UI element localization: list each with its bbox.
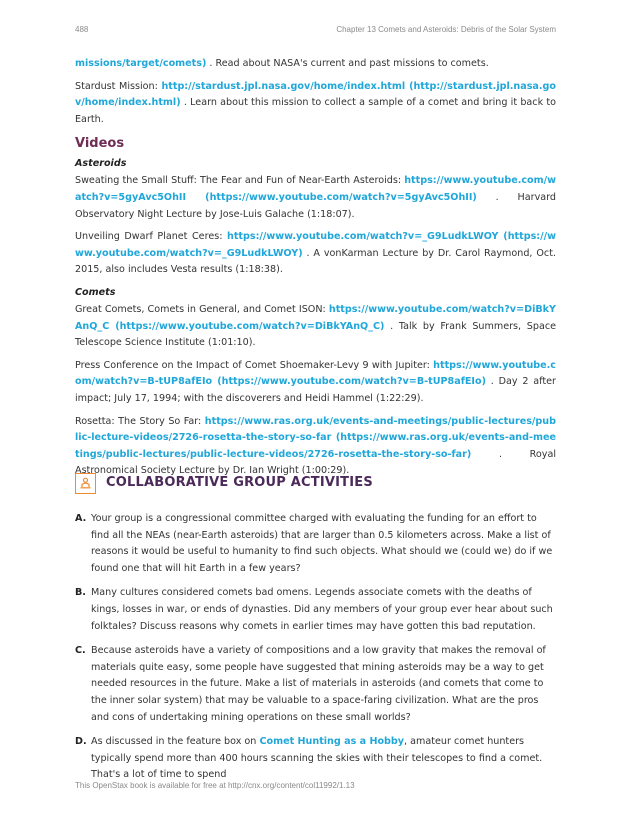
activity-text: As discussed in the feature box on Comet Hunting as a Hobby, amateur comet hunters typically spend more than 400 hours scanning the skies with their telescopes to find a comet. That's a lot of time to spend [91,736,543,781]
asteroids-subheading: Asteroids [75,158,127,170]
comets-subheading: Comets [75,286,116,298]
video-item: Sweating the Small Stuff: The Fear and Fun of Near-Earth Asteroids: https://www.youtube.com/watch?v=5gyAvc5OhII (https://www.youtube.com/watch?v=5gyAvc5OhII) . Harvard Observatory Night Lecture by Jose-Luis Galache (1:18:07). [75,175,557,220]
nasa-comets-link[interactable]: missions/target/comets) [75,58,207,69]
activity-letter: C. [75,645,86,657]
video-item: Press Conference on the Impact of Comet Shoemaker-Levy 9 with Jupiter: https://www.youtube.com/watch?v=B-tUP8afEIo (https://www.youtube.com/watch?v=B-tUP8afEIo) . Day 2 after impact; July 17, 1994; with the discoverers and Heidi Hammel (1:22:29). [75,359,556,404]
video-link[interactable]: https://www.youtube.com/watch?v=DiBkYAnQ_C (https://www.youtube.com/watch?v=DiBkYAnQ_C) [75,303,556,332]
collaborative-group-header [75,472,556,498]
page-number: 488 [75,25,89,34]
continuation-paragraph: missions/target/comets) . Read about NASA's current and past missions to comets. [75,58,489,69]
activity-letter: B. [75,587,86,599]
activity-item [75,511,556,577]
activity-item [75,585,556,635]
activity-text: Many cultures considered comets bad omens. Legends associate comets with the deaths of kings, losses in war, or ends of dynasties. Did any members of your group ever hear about such folktales? Discuss reasons why comets in earlier times may have gotten this bad reputation. [91,587,553,632]
activity-text: Your group is a congressional committee charged with evaluating the funding for an effort to find all the NEAs (near-Earth asteroids) that are larger than 0.5 kilometers across. Make a list of reasons it would be useful to humanity to find such objects. What should we (could we) do if we found one that will hit Earth in a few years? [91,513,553,574]
videos-heading: Videos [75,136,125,152]
group-activity-icon [75,473,96,494]
video-item: Rosetta: The Story So Far: https://www.ras.org.uk/events-and-meetings/public-lectures/public-lecture-videos/2726-rosetta-the-story-so-far (https://www.ras.org.uk/events-and-meetings/public-lectures/public-lecture-videos/2726-rosetta-the-story-so-far) . Royal Astronomical Society Lecture by Dr. Ian Wright (1:00:29). [75,415,556,477]
activity-letter: A. [75,513,87,524]
activity-list [75,511,556,792]
activity-text: Because asteroids have a variety of compositions and a low gravity that makes the removal of materials quite easy, some people have suggested that mining asteroids may be a way to get needed resources in the future. Make a list of materials in asteroids (and comets that come to the inner solar system) that may be valuable to a space-faring civilization. What are the pros and cons of undertaking mining operations on these small worlds? [91,645,546,723]
activity-item [75,643,556,726]
collaborative-group-title: COLLABORATIVE GROUP ACTIVITIES [106,475,373,490]
video-link[interactable]: https://www.youtube.com/watch?v=5gyAvc5OhII (https://www.youtube.com/watch?v=5gyAvc5OhII) [75,175,556,203]
video-link[interactable]: https://www.youtube.com/watch?v=_G9LudkLWOY (https://www.youtube.com/watch?v=_G9LudkLWOY) [75,231,556,259]
stardust-paragraph: Stardust Mission: http://stardust.jpl.nasa.gov/home/index.html (http://stardust.jpl.nasa.gov/home/index.html) . Learn about this mission to collect a sample of a comet and bring it back to Earth. [75,80,556,125]
footer-note: This OpenStax book is available for free at http://cnx.org/content/col11992/1.13 [75,781,355,790]
activity-letter: D. [75,736,87,748]
video-link[interactable]: https://www.ras.org.uk/events-and-meetings/public-lectures/public-lecture-videos/2726-rosetta-the-story-so-far (https://www.ras.org.uk/events-and-meetings/public-lectures/public-lecture-videos/2726-rosetta-the-story-so-far) [75,415,556,460]
comet-hunting-link[interactable]: Comet Hunting as a Hobby [259,736,405,748]
chapter-title: Chapter 13 Comets and Asteroids: Debris of the Solar System [336,25,556,34]
video-item: Great Comets, Comets in General, and Comet ISON: https://www.youtube.com/watch?v=DiBkYAnQ_C (https://www.youtube.com/watch?v=DiBkYAnQ_C) . Talk by Frank Summers, Space Telescope Science Institute (1:01:10). [75,303,556,349]
video-item: Unveiling Dwarf Planet Ceres: https://www.youtube.com/watch?v=_G9LudkLWOY (https://www.youtube.com/watch?v=_G9LudkLWOY) . A vonKarman Lecture by Dr. Carol Raymond, Oct. 2015, also includes Vesta results (1:18:38). [75,231,556,276]
main-content [75,56,556,486]
activity-item [75,734,556,784]
video-link[interactable]: https://www.youtube.com/watch?v=B-tUP8afEIo (https://www.youtube.com/watch?v=B-tUP8afEIo) [75,359,556,388]
stardust-link[interactable]: http://stardust.jpl.nasa.gov/home/index.html (http://stardust.jpl.nasa.gov/home/index.html) [75,80,556,109]
